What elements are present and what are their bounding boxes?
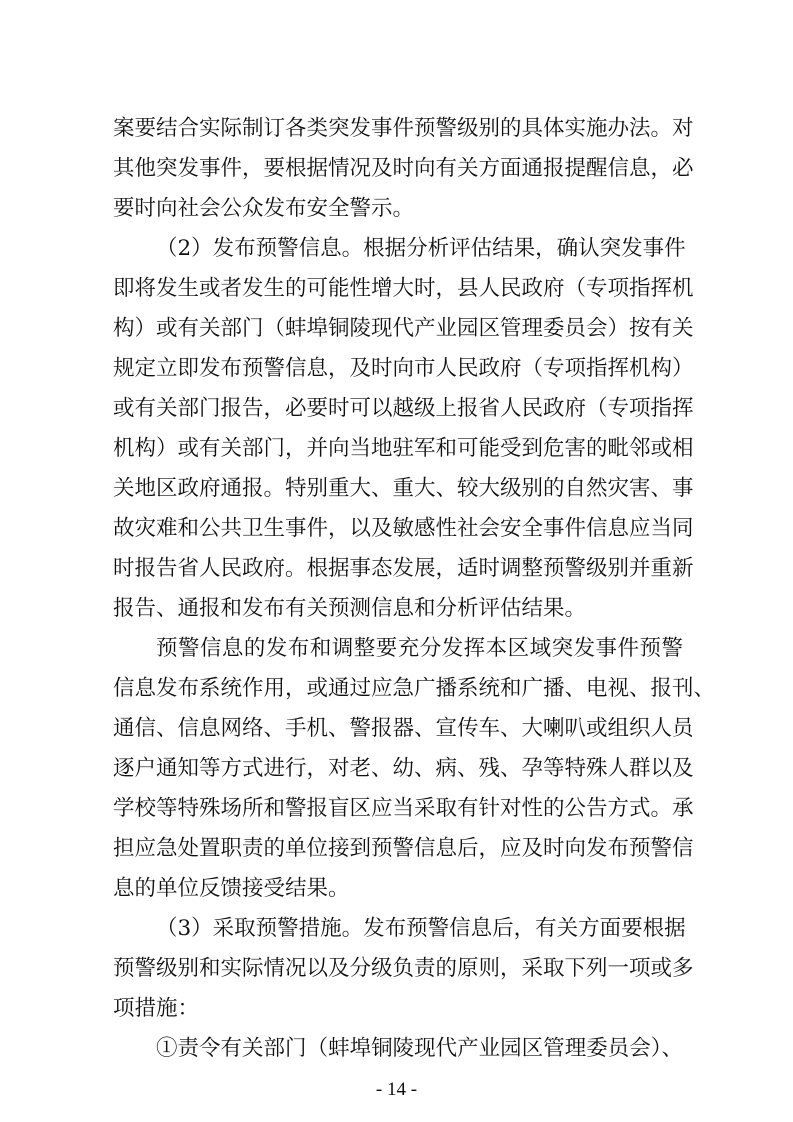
text-line: 学校等特殊场所和警报盲区应当采取有针对性的公告方式。承 xyxy=(113,796,694,821)
text-line: 担应急处置职责的单位接到预警信息后，应及时向发布预警信 xyxy=(113,836,694,861)
text-line: 息的单位反馈接受结果。 xyxy=(113,876,350,901)
text-line: 项措施： xyxy=(113,996,200,1021)
text-line: 故灾难和公共卫生事件，以及敏感性社会安全事件信息应当同 xyxy=(113,516,694,541)
paragraph-start-line: ①责令有关部门（蚌埠铜陵现代产业园区管理委员会）、 xyxy=(156,1036,683,1061)
text-line: 构）或有关部门（蚌埠铜陵现代产业园区管理委员会）按有关 xyxy=(113,316,694,341)
text-line: 或有关部门报告，必要时可以越级上报省人民政府（专项指挥 xyxy=(113,396,694,421)
text-line: 要时向社会公众发布安全警示。 xyxy=(113,196,415,221)
paragraph-start-line: （3）采取预警措施。发布预警信息后，有关方面要根据 xyxy=(156,916,686,941)
text-line: 报告、通报和发布有关预测信息和分析评估结果。 xyxy=(113,596,587,621)
text-line: 其他突发事件，要根据情况及时向有关方面通报提醒信息，必 xyxy=(113,156,694,181)
page-number: - 14 - xyxy=(375,1079,418,1100)
text-line: 通信、信息网络、手机、警报器、宣传车、大喇叭或组织人员 xyxy=(113,716,694,741)
text-line: 逐户通知等方式进行，对老、幼、病、残、孕等特殊人群以及 xyxy=(113,756,694,781)
text-line: 规定立即发布预警信息，及时向市人民政府（专项指挥机构） xyxy=(113,356,694,381)
text-line: 案要结合实际制订各类突发事件预警级别的具体实施办法。对 xyxy=(113,116,694,141)
text-line: 机构）或有关部门，并向当地驻军和可能受到危害的毗邻或相 xyxy=(113,436,694,461)
paragraph-start-line: （2）发布预警信息。根据分析评估结果，确认突发事件 xyxy=(156,236,686,261)
text-line: 关地区政府通报。特别重大、重大、较大级别的自然灾害、事 xyxy=(113,476,694,501)
text-line: 即将发生或者发生的可能性增大时，县人民政府（专项指挥机 xyxy=(113,276,694,301)
text-line: 时报告省人民政府。根据事态发展，适时调整预警级别并重新 xyxy=(113,556,694,581)
paragraph-start-line: 预警信息的发布和调整要充分发挥本区域突发事件预警 xyxy=(156,636,683,661)
text-line: 预警级别和实际情况以及分级负责的原则，采取下列一项或多 xyxy=(113,956,694,981)
text-line: 信息发布系统作用，或通过应急广播系统和广播、电视、报刊、 xyxy=(113,676,716,701)
